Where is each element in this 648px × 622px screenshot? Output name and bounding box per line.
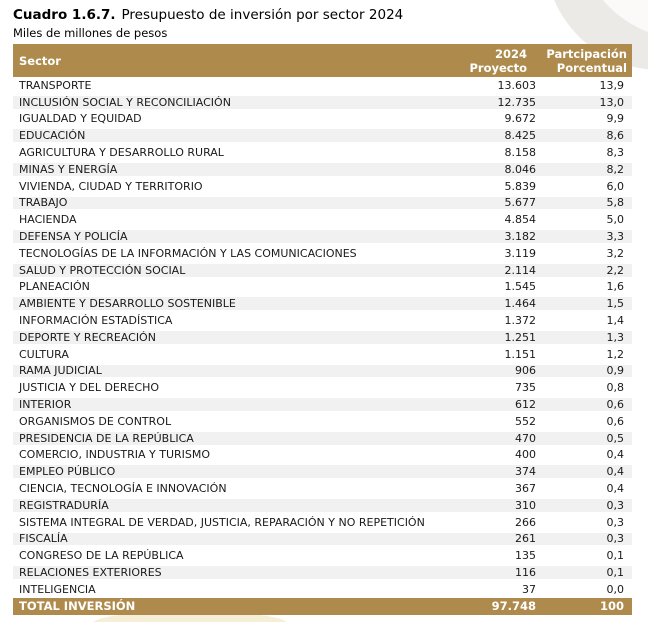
sector-cell: INTERIOR bbox=[19, 398, 72, 412]
proyecto-cell: 374 bbox=[515, 465, 536, 479]
proyecto-cell: 13.603 bbox=[497, 78, 536, 92]
table-row bbox=[13, 77, 632, 94]
proyecto-cell: 735 bbox=[515, 381, 536, 395]
sector-cell: SISTEMA INTEGRAL DE VERDAD, JUSTICIA, REPARACIÓN Y NO REPETICIÓN bbox=[19, 515, 425, 529]
sector-cell: TRANSPORTE bbox=[19, 78, 92, 92]
porcentual-cell: 0,0 bbox=[606, 582, 624, 596]
sector-cell: HACIENDA bbox=[19, 213, 77, 227]
porcentual-cell: 0,3 bbox=[606, 515, 624, 529]
table-row bbox=[13, 211, 632, 228]
column-header-porcentual bbox=[537, 44, 632, 77]
porcentual-cell: 0,3 bbox=[606, 532, 624, 546]
porcentual-cell: 0,4 bbox=[606, 465, 624, 479]
column-header-proyecto-line2: Proyecto bbox=[469, 60, 527, 75]
table-row bbox=[13, 480, 632, 497]
table-row bbox=[13, 447, 632, 464]
column-header-porcentual-line2: Porcentual bbox=[556, 60, 627, 75]
porcentual-cell: 0,1 bbox=[606, 549, 624, 563]
table-row bbox=[13, 144, 632, 161]
sector-cell: DEFENSA Y POLICÍA bbox=[19, 230, 128, 244]
table-units-subtitle: Miles de millones de pesos bbox=[13, 26, 168, 40]
table-row bbox=[13, 111, 632, 128]
table-row bbox=[13, 547, 632, 564]
sector-cell: CULTURA bbox=[19, 347, 69, 361]
sector-cell: AGRICULTURA Y DESARROLLO RURAL bbox=[19, 146, 224, 160]
table-row bbox=[13, 379, 632, 396]
table-row bbox=[13, 531, 632, 548]
sector-cell: ORGANISMOS DE CONTROL bbox=[19, 414, 172, 428]
total-label: TOTAL INVERSIÓN bbox=[19, 599, 136, 614]
sector-cell: EDUCACIÓN bbox=[19, 129, 86, 143]
sector-cell: INTELIGENCIA bbox=[19, 582, 96, 596]
table-row bbox=[13, 329, 632, 346]
proyecto-cell: 12.735 bbox=[497, 95, 536, 109]
table-row bbox=[13, 161, 632, 178]
porcentual-cell: 0,5 bbox=[606, 431, 624, 445]
sector-cell: INCLUSIÓN SOCIAL Y RECONCILIACIÓN bbox=[19, 95, 231, 109]
proyecto-cell: 5.839 bbox=[504, 179, 536, 193]
porcentual-cell: 0,9 bbox=[606, 364, 624, 378]
proyecto-cell: 1.464 bbox=[504, 297, 536, 311]
porcentual-cell: 5,0 bbox=[606, 213, 624, 227]
table-row bbox=[13, 346, 632, 363]
porcentual-cell: 1,5 bbox=[606, 297, 624, 311]
sector-cell: AMBIENTE Y DESARROLLO SOSTENIBLE bbox=[19, 297, 236, 311]
sector-cell: IGUALDAD Y EQUIDAD bbox=[19, 112, 142, 126]
sector-cell: JUSTICIA Y DEL DERECHO bbox=[19, 381, 160, 395]
proyecto-cell: 367 bbox=[515, 482, 536, 496]
proyecto-cell: 310 bbox=[515, 498, 536, 512]
porcentual-cell: 13,0 bbox=[599, 95, 624, 109]
proyecto-cell: 9.672 bbox=[504, 112, 536, 126]
sector-cell: RELACIONES EXTERIORES bbox=[19, 566, 162, 579]
porcentual-cell: 8,6 bbox=[606, 129, 624, 143]
table-row bbox=[13, 312, 632, 329]
table-row bbox=[13, 514, 632, 531]
table-title-text: Presupuesto de inversión por sector 2024 bbox=[121, 7, 404, 23]
porcentual-cell: 0,4 bbox=[606, 482, 624, 496]
porcentual-cell: 1,3 bbox=[606, 330, 624, 344]
proyecto-cell: 3.119 bbox=[504, 246, 536, 260]
table-number-label: Cuadro 1.6.7. bbox=[13, 7, 116, 23]
proyecto-cell: 8.046 bbox=[504, 162, 536, 176]
porcentual-cell: 5,8 bbox=[606, 196, 624, 210]
table-row bbox=[13, 581, 632, 598]
table-row bbox=[13, 396, 632, 413]
proyecto-cell: 612 bbox=[515, 398, 536, 412]
porcentual-cell: 1,6 bbox=[606, 280, 624, 294]
table-row bbox=[13, 245, 632, 262]
sector-cell: REGISTRADURÍA bbox=[19, 498, 109, 512]
column-header-proyecto-line1: 2024 bbox=[494, 46, 527, 61]
total-porcentual-value: 100 bbox=[599, 599, 624, 614]
proyecto-cell: 135 bbox=[515, 549, 536, 563]
column-header-proyecto bbox=[427, 44, 537, 77]
sector-cell: MINAS Y ENERGÍA bbox=[19, 162, 118, 176]
proyecto-cell: 552 bbox=[515, 414, 536, 428]
sector-cell: TRABAJO bbox=[19, 196, 68, 210]
table-row bbox=[13, 178, 632, 195]
porcentual-cell: 3,2 bbox=[606, 246, 624, 260]
table-title bbox=[13, 7, 403, 23]
proyecto-cell: 5.677 bbox=[504, 196, 536, 210]
table-row bbox=[13, 463, 632, 480]
sector-cell: CONGRESO DE LA REPÚBLICA bbox=[19, 549, 184, 563]
column-header-porcentual-line1: Partcipación bbox=[546, 46, 627, 61]
porcentual-cell: 0,1 bbox=[606, 566, 624, 579]
proyecto-cell: 8.158 bbox=[504, 146, 536, 160]
table-row bbox=[13, 564, 632, 581]
table-row bbox=[13, 295, 632, 312]
table-row bbox=[13, 430, 632, 447]
porcentual-cell: 0,3 bbox=[606, 498, 624, 512]
sector-cell: PLANEACIÓN bbox=[19, 280, 90, 294]
proyecto-cell: 1.151 bbox=[504, 347, 536, 361]
table-row bbox=[13, 279, 632, 296]
table-body bbox=[13, 77, 632, 598]
sector-cell: INFORMACIÓN ESTADÍSTICA bbox=[19, 314, 173, 328]
sector-cell: TECNOLOGÍAS DE LA INFORMACIÓN Y LAS COMUNICACIONES bbox=[19, 246, 357, 260]
table-row bbox=[13, 413, 632, 430]
proyecto-cell: 3.182 bbox=[504, 230, 536, 244]
porcentual-cell: 1,2 bbox=[606, 347, 624, 361]
porcentual-cell: 6,0 bbox=[606, 179, 624, 193]
table-total-row bbox=[13, 598, 632, 615]
table-row bbox=[13, 497, 632, 514]
porcentual-cell: 3,3 bbox=[606, 230, 624, 244]
porcentual-cell: 9,9 bbox=[606, 112, 624, 126]
proyecto-cell: 4.854 bbox=[504, 213, 536, 227]
proyecto-cell: 37 bbox=[522, 582, 536, 596]
porcentual-cell: 0,6 bbox=[606, 398, 624, 412]
proyecto-cell: 400 bbox=[515, 448, 536, 462]
sector-cell: DEPORTE Y RECREACIÓN bbox=[19, 330, 156, 344]
sector-cell: RAMA JUDICIAL bbox=[19, 364, 102, 378]
table-row bbox=[13, 127, 632, 144]
porcentual-cell: 0,6 bbox=[606, 414, 624, 428]
table-row bbox=[13, 195, 632, 212]
porcentual-cell: 1,4 bbox=[606, 314, 624, 328]
proyecto-cell: 2.114 bbox=[504, 263, 536, 277]
table-row bbox=[13, 94, 632, 111]
proyecto-cell: 470 bbox=[515, 431, 536, 445]
table-row bbox=[13, 228, 632, 245]
porcentual-cell: 8,2 bbox=[606, 162, 624, 176]
proyecto-cell: 1.545 bbox=[504, 280, 536, 294]
porcentual-cell: 2,2 bbox=[606, 263, 624, 277]
porcentual-cell: 8,3 bbox=[606, 146, 624, 160]
porcentual-cell: 0,8 bbox=[606, 381, 624, 395]
proyecto-cell: 266 bbox=[515, 515, 536, 529]
table-header-row bbox=[13, 44, 632, 77]
proyecto-cell: 1.251 bbox=[504, 330, 536, 344]
sector-cell: SALUD Y PROTECCIÓN SOCIAL bbox=[19, 263, 186, 277]
porcentual-cell: 0,4 bbox=[606, 448, 624, 462]
sector-cell: FISCALÍA bbox=[19, 532, 68, 546]
table-row bbox=[13, 262, 632, 279]
sector-cell: EMPLEO PÚBLICO bbox=[19, 465, 116, 479]
sector-cell: CIENCIA, TECNOLOGÍA E INNOVACIÓN bbox=[19, 482, 227, 496]
sector-cell: VIVIENDA, CIUDAD Y TERRITORIO bbox=[19, 179, 203, 193]
sector-cell: COMERCIO, INDUSTRIA Y TURISMO bbox=[19, 448, 211, 462]
proyecto-cell: 906 bbox=[515, 364, 536, 378]
proyecto-cell: 261 bbox=[515, 532, 536, 546]
total-proyecto-value: 97.748 bbox=[491, 599, 536, 614]
table-row bbox=[13, 363, 632, 380]
proyecto-cell: 116 bbox=[515, 566, 536, 579]
sector-cell: PRESIDENCIA DE LA REPÚBLICA bbox=[19, 431, 194, 445]
porcentual-cell: 13,9 bbox=[599, 78, 624, 92]
budget-table bbox=[13, 44, 632, 615]
proyecto-cell: 8.425 bbox=[504, 129, 536, 143]
column-header-sector: Sector bbox=[19, 53, 61, 68]
proyecto-cell: 1.372 bbox=[504, 314, 536, 328]
